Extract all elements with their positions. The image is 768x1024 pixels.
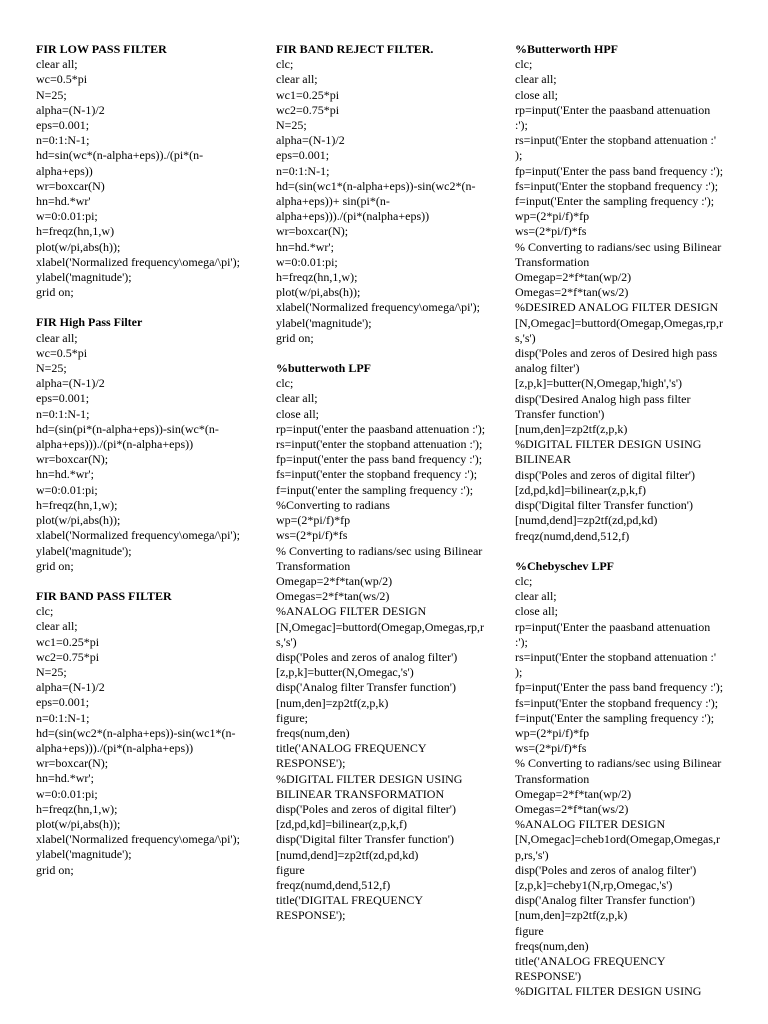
code-section-fir-high-pass-filter (36, 315, 262, 573)
code-line: h=freqz(hn,1,w) (36, 224, 115, 239)
code-line: grid on; (36, 862, 74, 877)
code-line: BILINEAR TRANSFORMATION (276, 786, 445, 801)
code-line: w=0:0.01:pi; (36, 786, 98, 801)
code-line: RESPONSE'); (276, 756, 346, 771)
code-line: xlabel('Normalized frequency\omega/\pi'); (276, 300, 480, 315)
code-line: plot(w/pi,abs(h)); (276, 285, 361, 300)
code-line: figure; (276, 710, 308, 725)
code-line: hn=hd.*wr'; (36, 467, 94, 482)
section-title: FIR BAND PASS FILTER (36, 588, 172, 603)
code-line: Transformation (515, 254, 590, 269)
code-line: alpha+eps)))./(pi*(n-alpha+eps)) (36, 740, 194, 755)
section-title: %Chebyschev LPF (515, 558, 614, 573)
code-line: N=25; (36, 664, 67, 679)
code-line: ws=(2*pi/f)*fs (515, 224, 587, 239)
code-line: wp=(2*pi/f)*fp (276, 513, 351, 528)
code-line: %ANALOG FILTER DESIGN (515, 817, 666, 832)
code-line: title('ANALOG FREQUENCY (276, 741, 427, 756)
code-line: ylabel('magnitude'); (276, 315, 372, 330)
code-line: xlabel('Normalized frequency\omega/\pi'); (36, 528, 240, 543)
code-line: clear all; (36, 330, 78, 345)
code-line: wr=boxcar(N) (36, 178, 105, 193)
code-line: plot(w/pi,abs(h)); (36, 239, 121, 254)
code-line: figure (515, 923, 544, 938)
code-line: Omegas=2*f*tan(ws/2) (515, 285, 629, 300)
code-line: rp=input('Enter the paasband attenuation (515, 102, 711, 117)
code-line: eps=0.001; (36, 391, 90, 406)
section-title: FIR BAND REJECT FILTER. (276, 42, 434, 56)
code-line: [zd,pd,kd]=bilinear(z,p,k,f) (276, 817, 408, 832)
code-line: [z,p,k]=butter(N,Omegac,'s') (276, 665, 414, 680)
code-line: ylabel('magnitude'); (36, 270, 132, 285)
code-line: w=0:0.01:pi; (36, 209, 98, 224)
code-line: Transfer function') (515, 406, 605, 421)
code-line: [numd,dend]=zp2tf(zd,pd,kd) (515, 513, 658, 528)
code-line: [num,den]=zp2tf(z,p,k) (515, 908, 628, 923)
code-line: rp=input('Enter the paasband attenuation (515, 619, 711, 634)
code-line: ws=(2*pi/f)*fs (276, 528, 348, 543)
code-line: freqs(num,den) (515, 938, 589, 953)
code-line: disp('Poles and zeros of Desired high pass (515, 346, 718, 361)
code-line: hn=hd.*wr'; (276, 239, 334, 254)
code-line: fp=input('Enter the pass band frequency :'); (515, 163, 724, 178)
code-line: p,rs,'s') (515, 847, 549, 862)
code-line: Transformation (515, 771, 590, 786)
code-line: clear all; (36, 619, 78, 634)
code-line: clear all; (276, 391, 318, 406)
code-line: hd=(sin(wc1*(n-alpha+eps))-sin(wc2*(n- (276, 178, 476, 193)
code-line: clc; (276, 57, 294, 72)
code-line: analog filter') (515, 361, 580, 376)
code-line: f=input('Enter the sampling frequency :'); (515, 194, 715, 209)
code-line: fs=input('Enter the stopband frequency :'); (515, 178, 719, 193)
code-line: alpha+eps)))./(pi*(n-alpha+eps)) (36, 437, 194, 452)
code-line: n=0:1:N-1; (36, 133, 90, 148)
code-line: ); (515, 148, 523, 163)
code-line: %DIGITAL FILTER DESIGN USING (276, 771, 463, 786)
code-line: % Converting to radians/sec using Bilinear (276, 543, 483, 558)
code-section-butterworth-hpf (515, 42, 743, 544)
code-line: w=0:0.01:pi; (276, 254, 338, 269)
code-line: N=25; (36, 87, 67, 102)
code-line: h=freqz(hn,1,w); (276, 270, 358, 285)
code-line: %DIGITAL FILTER DESIGN USING (515, 437, 702, 452)
code-line: wp=(2*pi/f)*fp (515, 725, 590, 740)
code-line: [N,Omegac]=buttord(Omegap,Omegas,rp,r (276, 619, 485, 634)
code-line: wr=boxcar(N); (36, 756, 109, 771)
code-line: clc; (515, 57, 533, 72)
code-line: fs=input('Enter the stopband frequency :'); (515, 695, 719, 710)
code-line: N=25; (276, 118, 307, 133)
code-line: [N,Omegac]=buttord(Omegap,Omegas,rp,r (515, 315, 724, 330)
code-line: fs=input('enter the stopband frequency :'); (276, 467, 478, 482)
code-line: wc2=0.75*pi (276, 102, 340, 117)
code-line: xlabel('Normalized frequency\omega/\pi'); (36, 254, 240, 269)
code-section-fir-band-pass-filter (36, 589, 262, 878)
code-section-fir-band-reject-filter (276, 42, 502, 346)
code-line: wc1=0.25*pi (276, 87, 340, 102)
code-line: wc=0.5*pi (36, 72, 88, 87)
code-line: RESPONSE'); (276, 908, 346, 923)
column-1 (36, 42, 262, 893)
section-title: FIR LOW PASS FILTER (36, 42, 167, 56)
column-2 (276, 42, 502, 939)
code-line: freqz(numd,dend,512,f) (276, 877, 391, 892)
code-line: plot(w/pi,abs(h)); (36, 816, 121, 831)
code-line: disp('Digital filter Transfer function') (276, 832, 454, 847)
code-line: %DIGITAL FILTER DESIGN USING (515, 984, 702, 999)
code-line: plot(w/pi,abs(h)); (36, 513, 121, 528)
code-line: %Converting to radians (276, 497, 390, 512)
code-line: hd=(sin(wc2*(n-alpha+eps))-sin(wc1*(n- (36, 725, 236, 740)
code-line: alpha+eps)) (36, 163, 93, 178)
code-line: wr=boxcar(N); (36, 452, 109, 467)
code-line: wc=0.5*pi (36, 345, 88, 360)
code-line: h=freqz(hn,1,w); (36, 801, 118, 816)
code-line: figure (276, 862, 305, 877)
code-section-fir-low-pass-filter (36, 42, 262, 300)
code-line: clear all; (36, 57, 78, 72)
code-line: disp('Desired Analog high pass filter (515, 391, 691, 406)
code-line: wc1=0.25*pi (36, 634, 100, 649)
code-line: s,'s') (515, 330, 536, 345)
code-line: Transformation (276, 558, 351, 573)
code-section-butterwoth-lpf (276, 361, 502, 924)
code-line: disp('Digital filter Transfer function') (515, 498, 693, 513)
code-line: w=0:0.01:pi; (36, 482, 98, 497)
code-line: n=0:1:N-1; (36, 710, 90, 725)
code-line: ); (515, 665, 523, 680)
code-line: close all; (515, 87, 558, 102)
code-line: clc; (276, 376, 294, 391)
code-line: grid on; (36, 285, 74, 300)
code-line: [z,p,k]=butter(N,Omegap,'high','s') (515, 376, 683, 391)
code-line: clear all; (515, 589, 557, 604)
code-line: Omegap=2*f*tan(wp/2) (276, 573, 393, 588)
code-line: alpha+eps))+ sin(pi*(n- (276, 194, 390, 209)
code-line: disp('Poles and zeros of analog filter') (515, 862, 697, 877)
code-line: disp('Analog filter Transfer function') (276, 680, 456, 695)
code-line: Omegap=2*f*tan(wp/2) (515, 270, 632, 285)
code-line: h=freqz(hn,1,w); (36, 497, 118, 512)
code-line: title('ANALOG FREQUENCY (515, 953, 666, 968)
code-line: [z,p,k]=cheby1(N,rp,Omegac,'s') (515, 877, 673, 892)
section-title: %butterwoth LPF (276, 361, 371, 376)
code-line: xlabel('Normalized frequency\omega/\pi'); (36, 832, 240, 847)
code-line: rs=input('Enter the stopband attenuation :' (515, 649, 717, 664)
code-line: ylabel('magnitude'); (36, 847, 132, 862)
code-line: [numd,dend]=zp2tf(zd,pd,kd) (276, 847, 419, 862)
code-line: ws=(2*pi/f)*fs (515, 741, 587, 756)
code-line: f=input('Enter the sampling frequency :'); (515, 710, 715, 725)
code-line: freqz(numd,dend,512,f) (515, 528, 630, 543)
code-line: Omegap=2*f*tan(wp/2) (515, 786, 632, 801)
code-line: alpha=(N-1)/2 (36, 680, 105, 695)
code-line: rs=input('Enter the stopband attenuation :' (515, 133, 717, 148)
code-line: N=25; (36, 361, 67, 376)
code-line: eps=0.001; (36, 695, 90, 710)
code-line: BILINEAR (515, 452, 571, 467)
code-line: clear all; (276, 72, 318, 87)
code-line: %ANALOG FILTER DESIGN (276, 604, 427, 619)
code-line: clc; (515, 573, 533, 588)
code-line: % Converting to radians/sec using Bilinear (515, 756, 722, 771)
code-line: s,'s') (276, 634, 297, 649)
code-line: alpha+eps)))./(pi*(nalpha+eps)) (276, 209, 430, 224)
code-line: rp=input('enter the paasband attenuation :'); (276, 421, 486, 436)
section-title: %Butterworth HPF (515, 42, 618, 56)
code-line: clc; (36, 604, 54, 619)
code-line: freqs(num,den) (276, 725, 350, 740)
code-line: alpha=(N-1)/2 (276, 133, 345, 148)
code-line: grid on; (276, 330, 314, 345)
code-line: eps=0.001; (276, 148, 330, 163)
code-line: f=input('enter the sampling frequency :'); (276, 482, 474, 497)
code-line: Omegas=2*f*tan(ws/2) (515, 801, 629, 816)
code-line: eps=0.001; (36, 118, 90, 133)
code-line: alpha=(N-1)/2 (36, 102, 105, 117)
code-line: %DESIRED ANALOG FILTER DESIGN (515, 300, 719, 315)
code-line: n=0:1:N-1; (36, 406, 90, 421)
code-line: disp('Analog filter Transfer function') (515, 893, 695, 908)
code-line: [num,den]=zp2tf(z,p,k) (276, 695, 389, 710)
code-line: fp=input('enter the pass band frequency :'); (276, 452, 483, 467)
code-line: clear all; (515, 72, 557, 87)
code-line: [zd,pd,kd]=bilinear(z,p,k,f) (515, 482, 647, 497)
column-3 (515, 42, 743, 1015)
code-line: wc2=0.75*pi (36, 649, 100, 664)
code-line: disp('Poles and zeros of digital filter') (515, 467, 695, 482)
code-line: hd=sin(wc*(n-alpha+eps))./(pi*(n- (36, 148, 204, 163)
section-title: FIR High Pass Filter (36, 315, 143, 330)
code-line: fp=input('Enter the pass band frequency :'); (515, 680, 724, 695)
code-line: hn=hd.*wr' (36, 194, 91, 209)
code-line: :'); (515, 118, 528, 133)
code-line: [N,Omegac]=cheb1ord(Omegap,Omegas,r (515, 832, 721, 847)
code-line: RESPONSE') (515, 969, 582, 984)
code-line: Omegas=2*f*tan(ws/2) (276, 589, 390, 604)
code-line: grid on; (36, 558, 74, 573)
code-line: wp=(2*pi/f)*fp (515, 209, 590, 224)
code-line: hn=hd.*wr'; (36, 771, 94, 786)
code-line: :'); (515, 634, 528, 649)
code-line: [num,den]=zp2tf(z,p,k) (515, 422, 628, 437)
code-line: ylabel('magnitude'); (36, 543, 132, 558)
code-line: title('DIGITAL FREQUENCY (276, 893, 424, 908)
code-line: hd=(sin(pi*(n-alpha+eps))-sin(wc*(n- (36, 421, 219, 436)
code-line: wr=boxcar(N); (276, 224, 349, 239)
code-line: alpha=(N-1)/2 (36, 376, 105, 391)
code-section-chebyschev-lpf (515, 559, 743, 1000)
code-line: % Converting to radians/sec using Bilinear (515, 239, 722, 254)
code-line: disp('Poles and zeros of analog filter') (276, 649, 458, 664)
code-line: disp('Poles and zeros of digital filter') (276, 801, 456, 816)
code-line: rs=input('enter the stopband attenuation :'); (276, 437, 483, 452)
code-line: n=0:1:N-1; (276, 163, 330, 178)
code-line: close all; (515, 604, 558, 619)
code-line: close all; (276, 406, 319, 421)
